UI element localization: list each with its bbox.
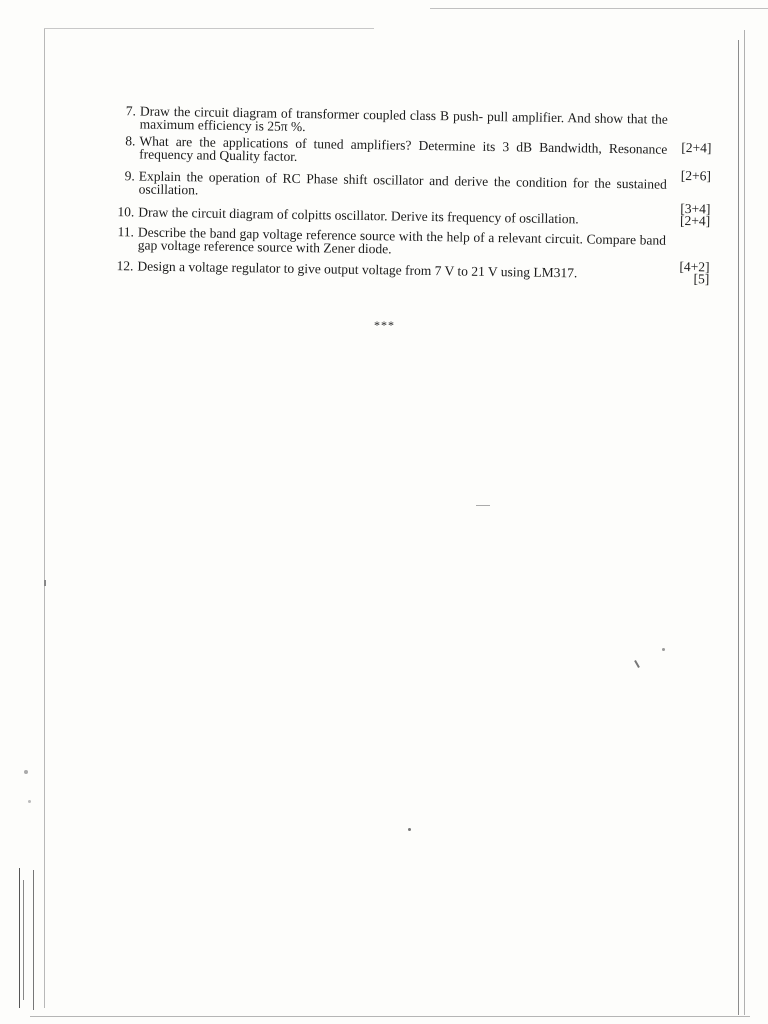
question-marks: [3+4] (680, 200, 711, 217)
scan-speck (44, 580, 46, 586)
scan-speck (662, 648, 665, 651)
question-text: What are the applications of tuned amplifiers? Determine its 3 dB Bandwidth, Resonance frequency and Quality factor. (139, 133, 668, 164)
question-text: Explain the operation of RC Phase shift oscillator and derive the condition for the sustained oscillation. (138, 168, 667, 198)
question-marks: [2+4] (680, 212, 711, 229)
scan-speck (634, 660, 640, 668)
scan-bar-left (33, 870, 34, 1010)
page-edge-top (44, 28, 374, 29)
question-number: 9. (124, 168, 135, 184)
scan-bar-left (23, 880, 24, 1000)
scan-speck (476, 505, 490, 506)
question-marks: [5] (693, 271, 710, 287)
question-marks: [2+4] (681, 139, 712, 156)
scan-line-bottom (30, 1016, 750, 1017)
end-of-paper-mark: *** (374, 318, 395, 332)
question-number: 7. (125, 103, 137, 119)
page-edge-right-outer (744, 30, 745, 1015)
question-text: Describe the band gap voltage reference source with the help of a relevant circuit. Compare band gap voltage reference source with Zener diode. (137, 224, 667, 257)
question-number: 8. (125, 133, 136, 149)
question-marks: [4+2] (679, 258, 710, 275)
question-item (108, 204, 711, 229)
question-list (107, 104, 710, 286)
question-number: 12. (116, 258, 134, 274)
scan-speck (28, 800, 31, 803)
page-edge-left (44, 28, 45, 1008)
question-number: 11. (117, 224, 135, 240)
question-text: Design a voltage regulator to give output voltage from 7 V to 21 V using LM317. (137, 258, 578, 281)
question-item (107, 258, 710, 287)
page-edge-right (738, 40, 739, 1015)
question-text: Draw the circuit diagram of colpitts oscillator. Derive its frequency of oscillation. (138, 204, 579, 227)
scan-speck (408, 828, 411, 831)
scan-speck (24, 770, 28, 774)
question-text: Draw the circuit diagram of transformer coupled class B push- pull amplifier. And show that the maximum efficiency is 25π %. (139, 103, 668, 135)
scan-line-top (430, 8, 768, 9)
question-marks: [2+6] (680, 167, 712, 184)
question-number: 10. (117, 204, 135, 220)
scan-bar-left (19, 868, 20, 1008)
